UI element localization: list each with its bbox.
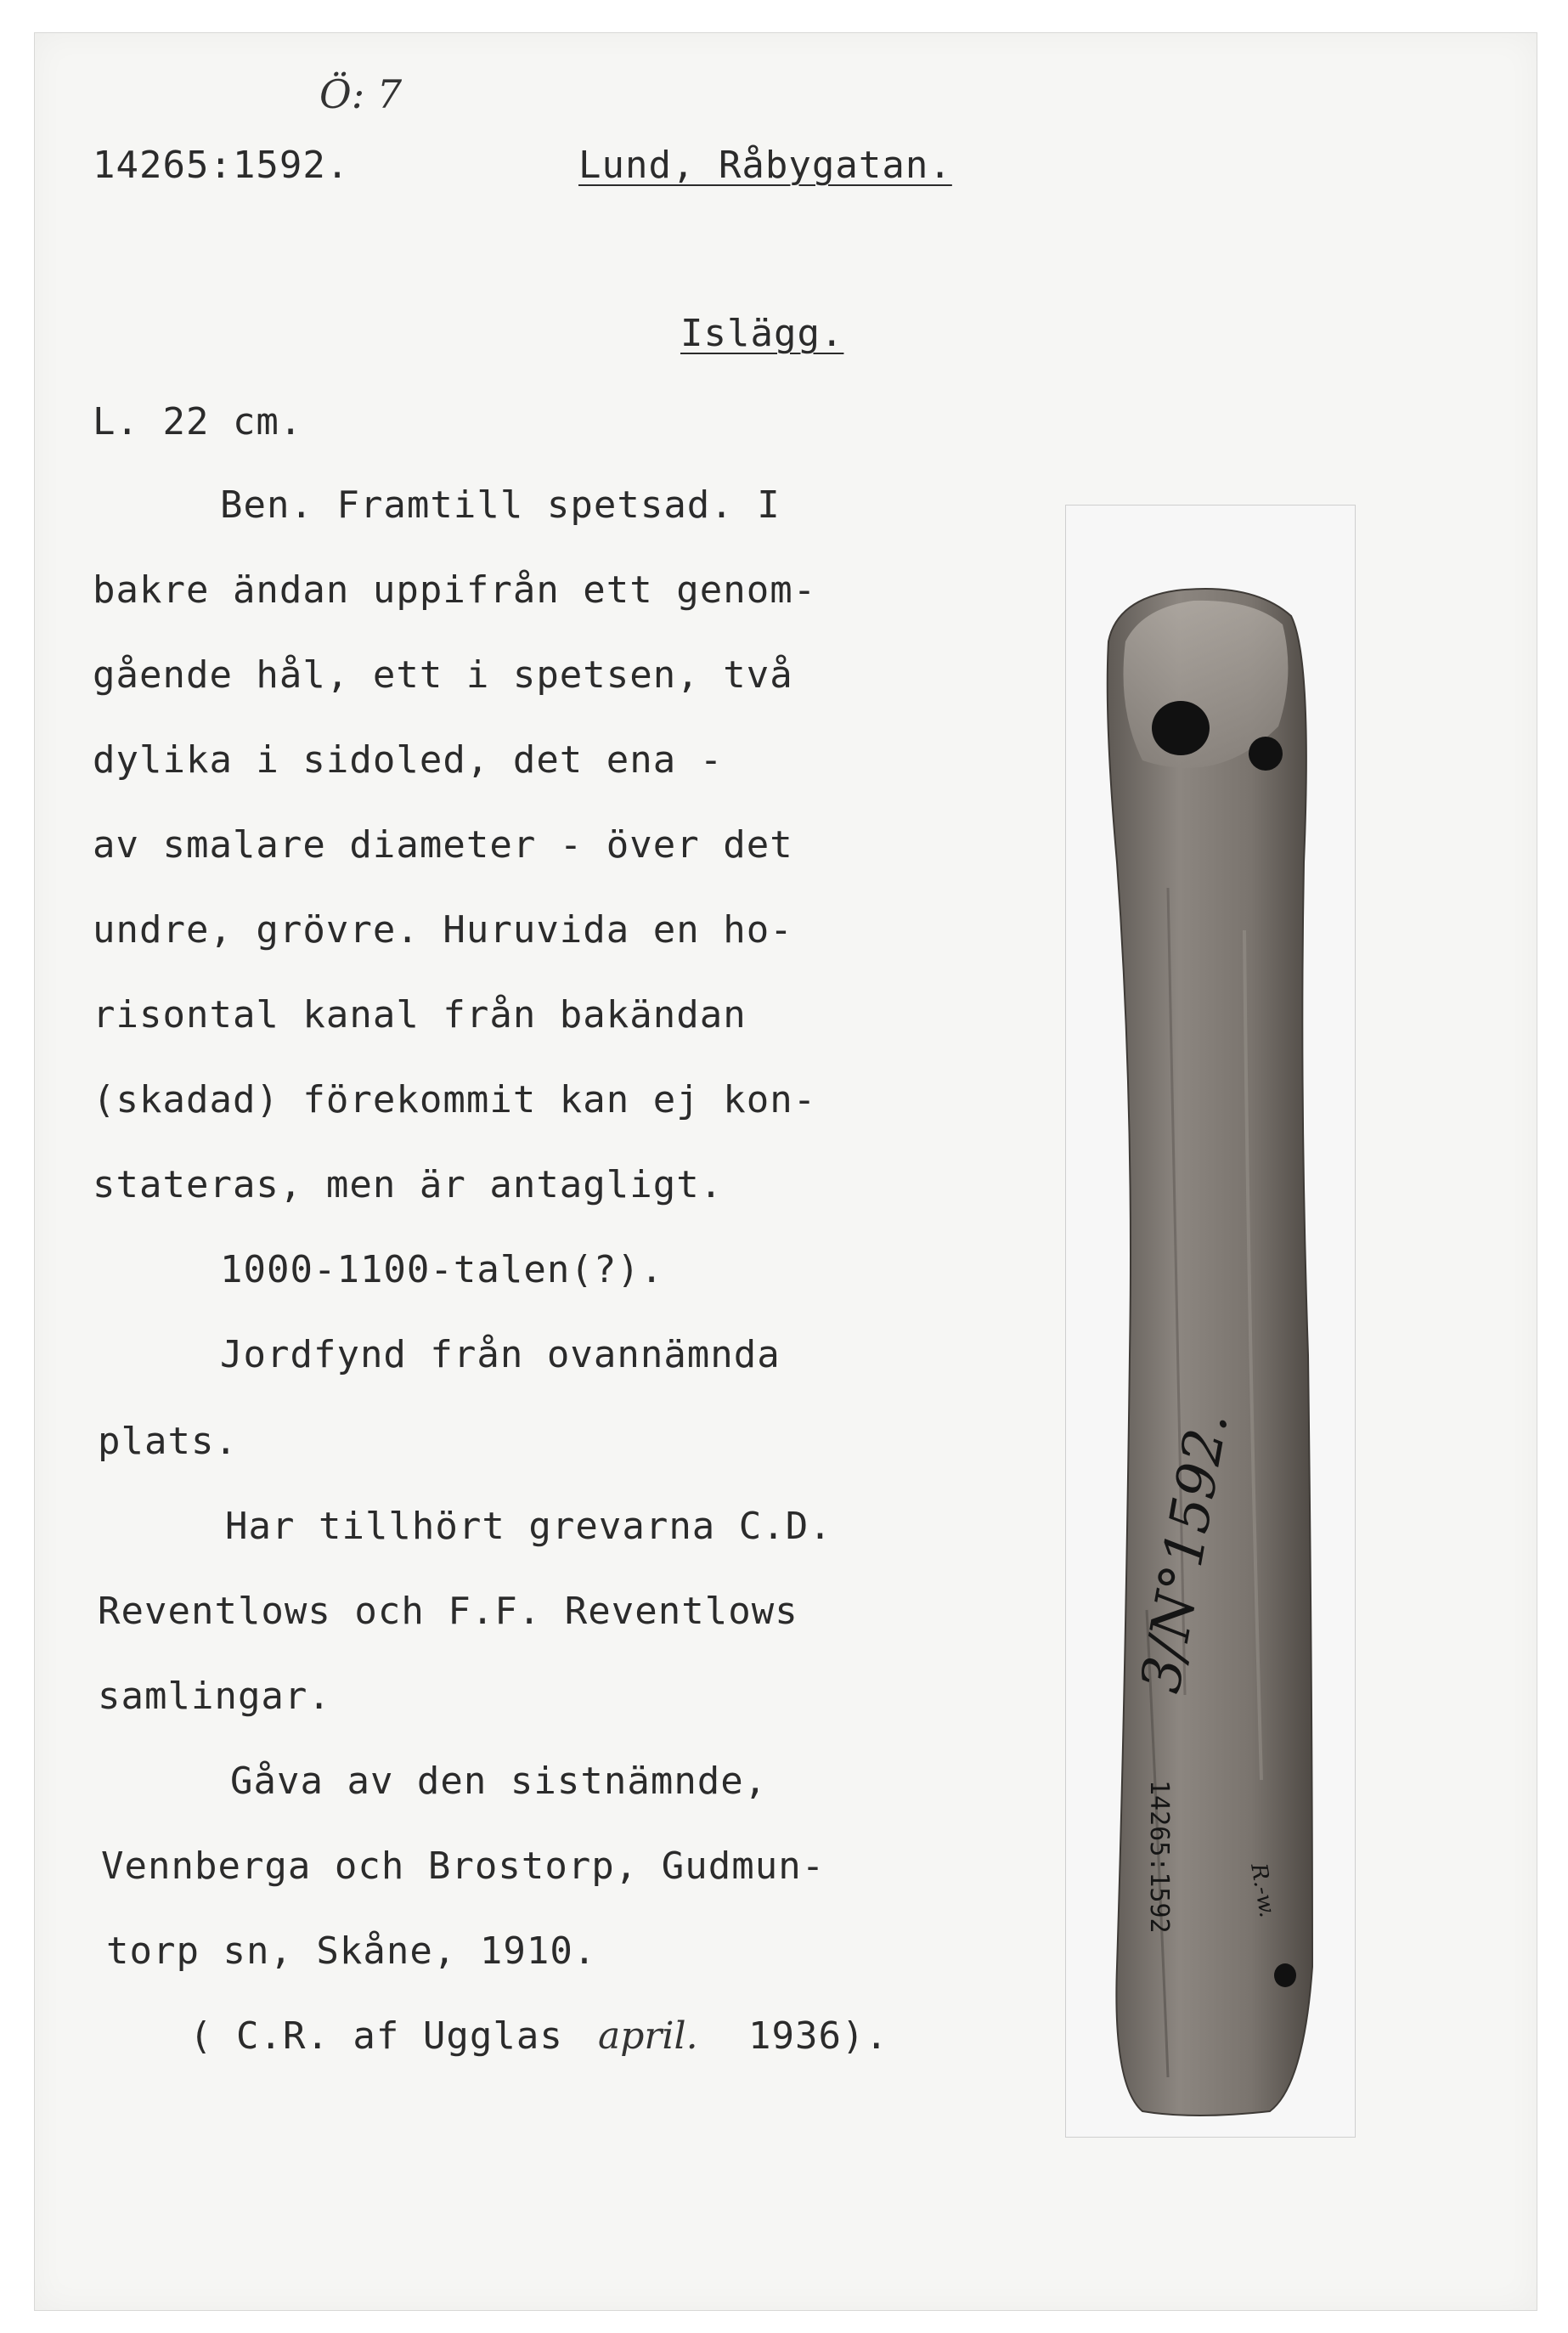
bone-inscription: 3/N°1592. [1129, 1407, 1241, 1697]
description-line: bakre ändan uppifrån ett genom- [93, 568, 817, 612]
gift-line: torp sn, Skåne, 1910. [106, 1929, 597, 1973]
bone-number: 14265:1592 [1144, 1780, 1174, 1934]
gift-line: Vennberga och Brostorp, Gudmun- [101, 1844, 826, 1888]
gift-line: Gåva av den sistnämnde, [230, 1760, 768, 1803]
bone-hole [1152, 701, 1210, 755]
top-annotation: Ö: 7 [319, 71, 403, 117]
description-line: gående hål, ett i spetsen, två [93, 653, 793, 697]
provenance-line: Reventlows och F.F. Reventlows [98, 1590, 798, 1633]
signature-prefix: ( C.R. af Ugglas [189, 2014, 563, 2058]
bone-skate-image [1066, 506, 1355, 2137]
catalog-number: 14265:1592. [93, 144, 350, 187]
dimension: L. 22 cm. [93, 400, 303, 443]
description-line: stateras, men är antagligt. [93, 1163, 724, 1206]
signature-year: 1936). [748, 2014, 888, 2058]
bone-body [1108, 589, 1312, 2116]
find-line: plats. [98, 1420, 238, 1463]
artifact-photo [1065, 505, 1356, 2138]
description-line: dylika i sidoled, det ena - [93, 738, 724, 782]
bone-initials: R.-w. [1245, 1861, 1280, 1920]
find-line: Jordfynd från ovannämnda [220, 1333, 781, 1376]
description-line: risontal kanal från bakändan [93, 993, 747, 1037]
provenance-line: samlingar. [98, 1675, 331, 1718]
catalog-card [34, 32, 1537, 2311]
description-line: undre, grövre. Huruvida en ho- [93, 908, 793, 952]
bone-hole [1274, 1963, 1296, 1987]
description-line: av smalare diameter - över det [93, 823, 793, 867]
find-location: Lund, Råbygatan. [578, 144, 952, 187]
object-name: Islägg. [680, 312, 844, 355]
provenance-line: Har tillhört grevarna C.D. [225, 1505, 832, 1548]
bone-hole [1249, 737, 1283, 771]
signature-month: april. [598, 2014, 698, 2058]
dating: 1000-1100-talen(?). [220, 1248, 664, 1291]
description-line: (skadad) förekommit kan ej kon- [93, 1078, 817, 1121]
description-line: Ben. Framtill spetsad. I [220, 483, 781, 527]
